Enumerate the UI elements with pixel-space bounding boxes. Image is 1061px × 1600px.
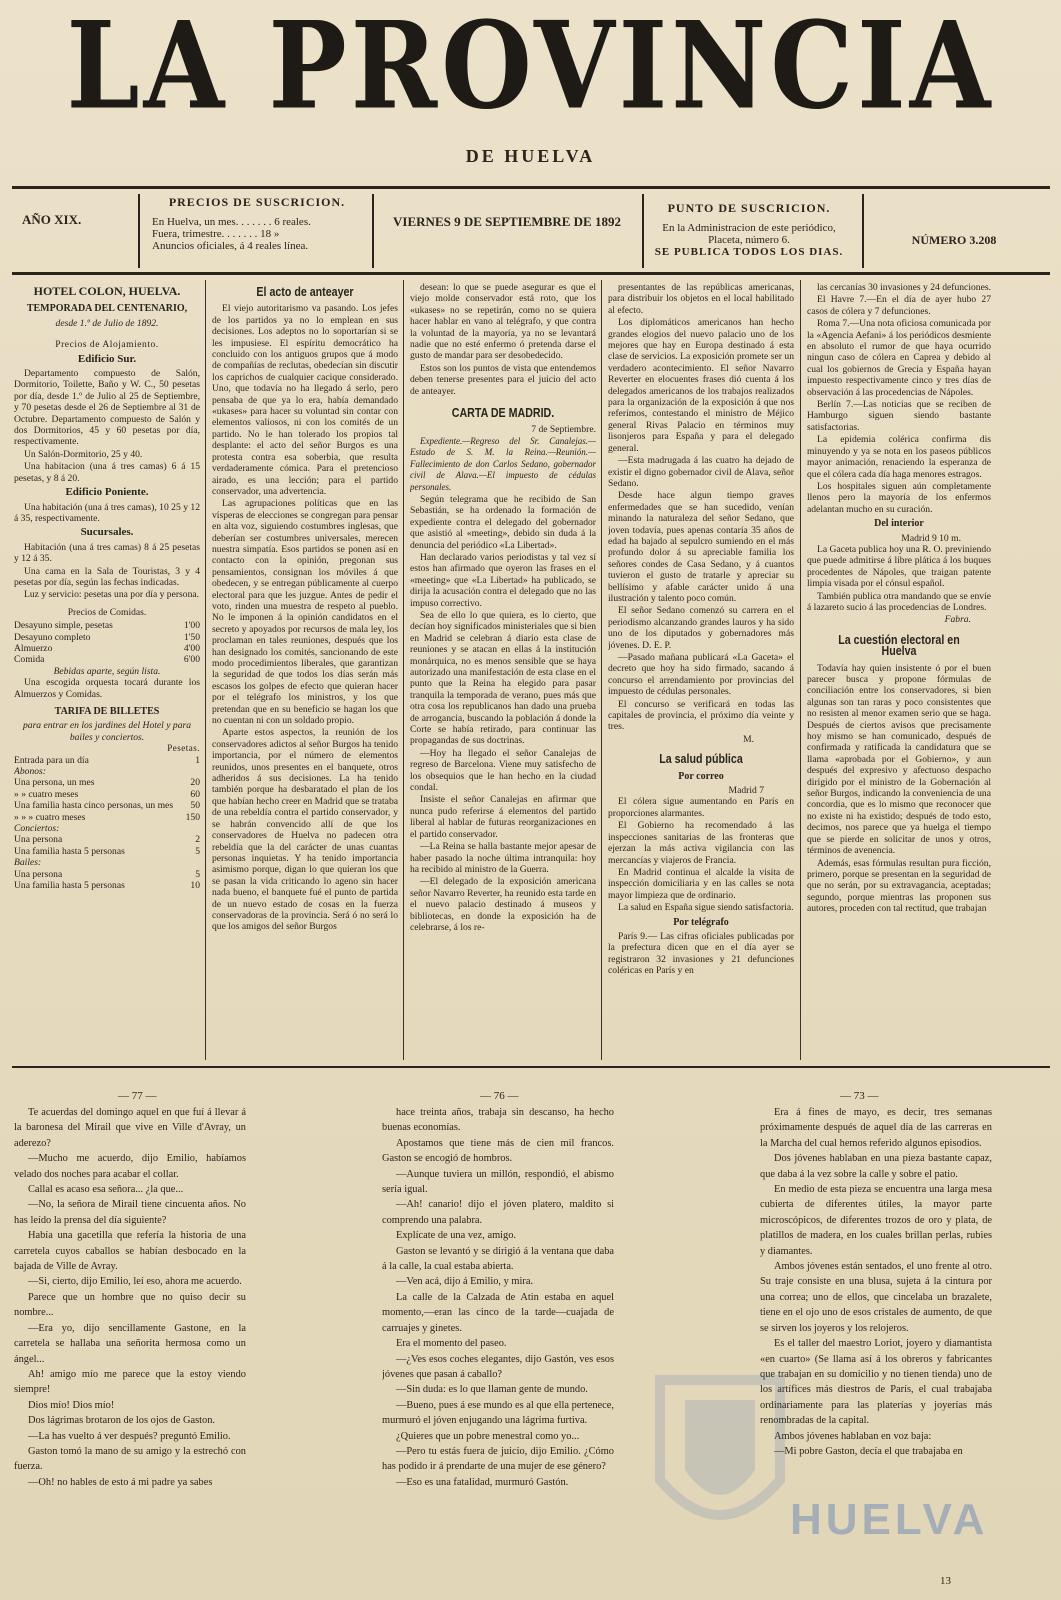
feuilleton-paragraph: —Ah! canario! dijo el jóven platero, maldito si comprendo una palabra. xyxy=(382,1199,614,1226)
article-headline: CARTA DE MADRID. xyxy=(451,405,555,421)
article-paragraph: —Pasado mañana publicará «La Gaceta» el decreto que hoy ha sido firmado, sacando á concurso el arrendamiento por provincias del impuesto de cédulas personales. xyxy=(608,652,794,698)
feuilleton-paragraph: —Era yo, dijo sencillamente Gastone, en la carretela se hallaba una señorita hermosa como un ángel... xyxy=(14,1322,246,1365)
prices-line-3: Anuncios oficiales, á 4 reales línea. xyxy=(152,240,309,252)
meal-name: Comida xyxy=(14,654,45,666)
feuilleton-paragraph: —Oh! no hables de esto á mi padre ya sabes xyxy=(28,1476,213,1488)
hotel-colon-ad xyxy=(14,282,200,1062)
feuilleton-paragraph: Dios mío! Dios mío! xyxy=(28,1399,115,1411)
prices-line-1: En Huelva, un mes. . . . . . . 6 reales. xyxy=(152,216,311,228)
article-paragraph: —La Reina se halla bastante mejor apesar de haber pasado la noche última intranquila: hoy ha recibido al ministro de la Guerra. xyxy=(410,841,596,875)
article-paragraph: Las agrupaciones políticas que en las vísperas de elecciones se congregan para pensar en alta voz, siguiendo costumbres inglesas, que deberían ser costumbres universales, merecen nuestra simpatía. Esos partidos se ponen así en contacto con la opinión, pregonan sus pensamientos, consignan los móviles á que obedecen, y se entregan públicamente al cuerpo electoral para que les juzgue. Antes de pedir el voto, rinden una muestra de respeto al pueblo. No le imponen á la opinión candidatos en el secreto y apoyados por recursos de mala ley, los proclaman en tales reuniones, después que los han designado los comités, sancionando de este modo procedimientos liberales, que garantizan la seguridad de que todos los días serán más escasos los golpes de efecto que quieran hacer por el telégrafo los ministros, y los que pretendan que en su beneficio se hagan los que no cuentan ni con un soldado propio. xyxy=(212,498,398,727)
tickets-table xyxy=(14,755,200,892)
feuilleton-paragraph: —Eso es una fatalidad, murmuró Gastón. xyxy=(396,1476,569,1488)
meal-row xyxy=(14,620,200,631)
hotel-title: HOTEL COLON, HUELVA. xyxy=(33,284,181,298)
ticket-name: Bailes: xyxy=(14,857,42,869)
article-paragraph: Estos son los puntos de vista que entendemos deben tenerse presentes para el juicio del acto de anteayer. xyxy=(410,362,596,397)
west-building-heading: Edificio Poniente. xyxy=(65,486,149,499)
ticket-row xyxy=(14,777,200,788)
meal-row xyxy=(14,632,200,643)
article-paragraph: La Gaceta publica hoy una R. O. previniendo que puede admitirse á libre plática á los buques procedentes de Nápoles, que traigan patente limpia visada por el cónsul español. xyxy=(807,543,991,590)
ticket-row xyxy=(14,800,200,811)
article-paragraph: Berlín 7.—Las noticias que se reciben de Hamburgo siguen siendo bastante satisfactorias. xyxy=(807,399,991,433)
ticket-name: » » cuatro meses xyxy=(14,788,79,800)
article-paragraph: Todavía hay quien insistente ó por el buen parecer busca y propone fórmulas de conciliación entre los conservadores, si bien algunas son tan raras y poco consistentes que no resisten al menor examen serio que se haga. Después de ciertos avisos que precisamente hoy mismo se han comunicado, después de confirmada y ratificada la candidatura que se llama «aprobada por el Gobierno», y aun después del expresivo y afectuoso despacho dirigido por el ministro de la Gobernación al señor Burgos, indicando la conveniencia de una concordia, que es lo mismo que reconocer que no existe ni ha existido; después de todo esto, decimos, nos parece que ya huelga el tiempo que se pierde en solicitar de unos y otros, términos de avenencia. xyxy=(807,662,991,857)
feuilleton-paragraph: Dos lágrimas brotaron de los ojos de Gaston. xyxy=(28,1415,216,1427)
ticket-price: 2 xyxy=(195,834,200,846)
info-bar xyxy=(12,190,1050,270)
meal-price: 1'00 xyxy=(183,620,200,632)
feuilleton-paragraph: Había una gacetilla que refería la historia de una carretela cuyos caballos se habían desbocado en la bajada de Ville de Avray. xyxy=(14,1230,246,1273)
article-paragraph: El Gobierno ha recomendado á las inspecciones sanitarias de las fronteras que ejerzan la más activa vigilancia con las mercancías y viajeros de Francia. xyxy=(608,820,794,866)
feuilleton-page-number: — 76 — xyxy=(480,1090,519,1102)
feuilleton-paragraph: Ambos jóvenes hablaban en voz baja: xyxy=(774,1430,932,1442)
feuilleton-paragraph: Era el momento del paseo. xyxy=(396,1338,507,1350)
ticket-name: Una persona xyxy=(14,834,63,846)
ticket-price: 150 xyxy=(185,811,200,823)
feuilleton-paragraph: —Sin duda: es lo que llaman gente de mundo. xyxy=(396,1384,588,1396)
section-label: Por telégrafo xyxy=(673,916,729,928)
article-paragraph: La epidemia colérica confirma dis minuyendo y ya se nota en los paseos públicos mayor animación, renaciendo la esperanza de que el cólera cada día haga menores estragos. xyxy=(807,434,991,480)
article-cuestion-electoral xyxy=(807,282,991,1062)
meals-heading: Precios de Comidas. xyxy=(67,606,147,618)
orchestra-note: Una escogida orquesta tocará durante los Almuerzos y Comidas. xyxy=(14,677,200,700)
tickets-subheading: para entrar en los jardines del Hotel y para bailes y conciertos. xyxy=(22,720,192,743)
ticket-price: 60 xyxy=(190,788,200,800)
feuilleton-paragraph: En medio de esta pieza se encuentra una larga mesa cubierta de diferentes útiles, la mayor parte microscópicos, de diferentes trozos de oro y plata, de platillos de madera, en los cuales brillan perlas, rubies y diamantes. xyxy=(760,1184,992,1257)
feuilleton-rule xyxy=(12,1066,1050,1068)
article-paragraph: las cercanías 30 invasiones y 24 defunciones. xyxy=(817,282,991,293)
article-paragraph: —Esta madrugada á las cuatro ha dejado de existir el digno gobernador civil de Alava, señor Sedano. xyxy=(608,455,794,489)
south-building-text-2: Un Salón-Dormitorio, 25 y 40. xyxy=(24,448,143,460)
article-signature: M. xyxy=(743,733,754,745)
masthead xyxy=(0,0,1061,137)
article-acto-anteayer xyxy=(212,282,398,1062)
feuilleton-paragraph: Gaston se levantó y se dirigió á la ventana que daba á la calle, la cual estaba abierta. xyxy=(382,1245,614,1273)
article-paragraph: El viejo autoritarismo va pasando. Los jefes de los partidos ya no lo emplean en sus decisiones. Los adeptos no lo soportarían si se les impusiese. El espíritu democrático ha concluido con los antiguos grupos que á modo de compañías de reclutas, obedecían sin discutir los caprichos de cualquier cacique considerado. Uno, que todavía no ha llegado á serlo, pero pensaba de que ya lo era, había demandado «ukases» para hacer su voluntad sin contar con elementos valiosos, ni con los comités de un partido. No le han tolerado los propios tal desplante: el acto del señor Burgos es una protesta contra esa soberbia, que resulta verdaderamente cómica. Para el pretencioso airado, es una lección; para el partido conservador, una advertencia. xyxy=(212,303,398,497)
ticket-row xyxy=(14,812,200,823)
infobar-divider xyxy=(862,194,864,268)
feuilleton-paragraph: Era á fines de mayo, es decir, tres semanas próximamente después de aquel día de las carreras en la Marcha del cual hemos referido algunos episodios. xyxy=(760,1107,992,1149)
branches-heading: Sucursales. xyxy=(80,526,134,539)
year-label: AÑO XIX. xyxy=(22,212,82,227)
column-rule xyxy=(800,280,801,1060)
feuilleton-paragraph: —Mucho me acuerdo, dijo Emilio, habíamos velado dos noches para acabar el collar. xyxy=(14,1153,246,1180)
article-dateline: Madrid 9 10 m. xyxy=(901,532,961,544)
feuilleton-page-number: — 77 — xyxy=(118,1090,157,1102)
article-paragraph: —El delegado de la exposición americana señor Navarro Reverter, ha reunido esta tarde en el nuevo palacio destinado á museos y bibliotecas, en donde la exposición ha de celebrarse, á los re- xyxy=(410,876,596,933)
article-paragraph: —Hoy ha llegado el señor Canalejas de regreso de Barcelona. Viene muy satisfecho de los obsequios que le han hecho en la ciudad condal. xyxy=(410,747,596,794)
hotel-since: desde 1.º de Julio de 1892. xyxy=(55,317,159,329)
infobar-divider xyxy=(372,194,374,268)
south-building-text: Departamento compuesto de Salón, Dormitorio, Toilette, Baño y W. C., 50 pesetas por día, desde 1.º de Julio al 25 de Septiembre, y 70 pesetas desde el 26 de Septiembre al 31 de Octubre. Departamento compuesto de Salón y dos Dormitorios, 45 y 60 pesetas por día, respectivamente. xyxy=(14,368,200,448)
article-paragraph: Aparte estos aspectos, la reunión de los conservadores adictos al señor Burgos ha tenido importancia, por el número de elementos reunidos, unos presentes en el banquete, otros adheridos á sus decisiones. La ha tenido también porque ha desbaratado el plan de los que habían hecho creer en Madrid que se trataba de una rebeldía contra el partido conservador, y se habrán convencido allí de que los conservadores de Huelva no padecen otra rebeldía que la del carácter de unas cuantas personas inquietas. Y ha tenido importancia asimismo porque, digan lo que quieran los que se pasan la vida criticando lo ageno sin hacer nada bueno, el banquete fué el punto de partida de un nuevo estado de cosas en la fuerza conservadoras de la provincia. Será ó no será lo que los amigos del señor Burgos xyxy=(212,727,398,933)
prices-line-2: Fuera, trimestre. . . . . . . 18 » xyxy=(152,228,280,240)
feuilleton-paragraph: La calle de la Calzada de Atin estaba en aquel momento,—eran las cinco de la tarde—cuajada de carruajes y ginetes. xyxy=(382,1291,614,1334)
branches-text-2: Una cama en la Sala de Touristas, 3 y 4 pesetas por día, según las fechas indicadas. xyxy=(14,565,200,588)
infobar-divider xyxy=(138,194,140,268)
article-headline: El acto de anteayer xyxy=(256,284,354,299)
newspaper-title: LA PROVINCIA xyxy=(66,0,995,137)
column-rule xyxy=(403,280,404,1060)
page-footnote-number: 13 xyxy=(940,1575,951,1587)
ticket-row xyxy=(14,755,200,766)
feuilleton-column-1 xyxy=(14,1105,246,1585)
article-paragraph: Han declarado varios periodistas y tal vez sí estos han afirmado que oyeron las frases en el «meeting» que «La Libertad» ha publicado, se dirija la acusación contra el delegado que no las impuso correctivo. xyxy=(410,551,596,609)
feuilleton-paragraph: —Si, cierto, dijo Emilio, leí eso, ahora me acuerdo. xyxy=(28,1276,242,1288)
meal-name: Almuerzo xyxy=(14,642,53,654)
feuilleton-paragraph: Gaston tomó la mano de su amigo y la estrechó con fuerza. xyxy=(14,1445,246,1473)
feuilleton-paragraph: hace treinta años, trabaja sin descanso, ha hecho buenas economías. xyxy=(382,1107,614,1134)
ticket-price xyxy=(185,823,200,834)
issue-date: VIERNES 9 DE SEPTIEMBRE DE 1892 xyxy=(393,214,621,229)
west-building-text: Una habitación (una á tres camas), 10 25 y 12 á 35, respectivamente. xyxy=(14,501,200,524)
infobar-divider xyxy=(642,194,644,268)
article-paragraph: desean: lo que se puede asegurar es que el viejo molde conservador está roto, que los «ukases» no se repetirán, como no se quiera hacer hablar en vano al telégrafo, y que contra la voluntad de la mayoría, ya no se levantará nadie que no esté enfermo ó pretenda darse el gusto de mandar para ser desobedecido. xyxy=(410,282,596,362)
feuilleton-paragraph: —Aunque tuviera un millón, respondió, el abismo sería igual. xyxy=(382,1168,614,1196)
branches-text: Habitación (una á tres camas) 8 á 25 pesetas y 12 á 35. xyxy=(14,541,200,565)
feuilleton-paragraph: ¿Quieres que un pobre menestral como yo... xyxy=(396,1430,580,1442)
article-paragraph: presentantes de las repúblicas americanas, para distribuir los objetos en el local habilitado al efecto. xyxy=(608,282,794,316)
south-building-heading: Edificio Sur. xyxy=(77,352,137,365)
section-label: Del interior xyxy=(874,518,924,530)
article-paragraph: Además, esas fórmulas resultan pura ficción, primero, porque se presentan en la seguridad de que no serán, por su extravagancia, aceptadas; segundo, porque mientras las proponen sus autores, proceden con tal rectitud, que trabajan xyxy=(807,857,991,915)
article-paragraph: La salud en España sigue siendo satisfactoria. xyxy=(618,902,794,914)
feuilleton-page-number: — 73 — xyxy=(840,1090,879,1102)
article-paragraph: Sea de ello lo que quiera, es lo cierto, que decían hoy significados ministeriales que si bien en Madrid se celebran á diario esta clase de reuniones y se atacan en ellas á la institución monárquica, no es menos sensible que se haya autorizado una manifestación de esta clase en el punto que la Reina ha elegido para pasar tranquila la temporada de verano, pues más que otra cosa los republicanos han dado una prueba de arrogancia, buscando la población á donde la Corte se había retirado, para continuar las propagandas de sus doctrinas. xyxy=(410,609,596,747)
article-paragraph: Roma 7.—Una nota oficiosa comunicada por la «Agencia Aefani» á los periódicos desmiente en absoluto el rumor de que haya ocurrido ningun caso de cólera en Caprea y debido al cual los gobiernos de Grecia y España hayan impuesto respectivamente cinco y tres días de observación á las procedencias de Nápoles. xyxy=(807,318,991,398)
feuilleton-paragraph: Callal es acaso esa señora... ¿la que... xyxy=(28,1184,184,1196)
subscription-prices xyxy=(152,190,362,270)
newspaper-subtitle: DE HUELVA xyxy=(465,146,596,166)
feuilleton-paragraph: —Ven acá, dijo á Emilio, y mira. xyxy=(396,1276,534,1288)
article-paragraph: El cólera sigue aumentando en París en proporciones alarmantes. xyxy=(608,796,794,819)
tickets-heading: TARIFA DE BILLETES xyxy=(54,706,160,717)
ticket-row xyxy=(14,857,200,868)
meal-name: Desayuno simple, pesetas xyxy=(14,620,113,632)
feuilleton-paragraph: —La has vuelto á ver después? preguntó Emilio. xyxy=(28,1430,231,1442)
ticket-price: 5 xyxy=(195,868,200,880)
ticket-row xyxy=(14,834,200,845)
feuilleton-paragraph: —Mi pobre Gaston, decía el que trabajaba en xyxy=(774,1445,963,1457)
article-paragraph: Los diplomáticos americanos han hecho grandes elogios del nuevo palacio uno de los mejores que hay en Europa destinado á esta clase de servicios. La exposición promete ser un verdadero acontecimiento. El señor Navarro Reverter en elocuentes frases dió cuenta á los delegados americanos de los trabajos realizados para la organización de la exposición á que nos referimos, contestando el ministro de Méjico general Rivas Palacio en términos muy lisonjeros para España y para el delegado general. xyxy=(608,317,794,454)
article-paragraph: También publica otra mandando que se envíe á lazareto sucio á las procedencias de Londres. xyxy=(807,590,991,613)
meal-price: 6'00 xyxy=(183,654,200,666)
article-headline: La cuestión electoral en Huelva xyxy=(838,631,960,659)
ticket-name: » » » cuatro meses xyxy=(14,811,86,823)
article-carta-madrid xyxy=(410,282,596,1062)
feuilleton-paragraph: Apostamos que tiene más de cien mil francos. Gaston se encogió de hombros. xyxy=(382,1137,614,1165)
meal-price: 4'00 xyxy=(183,642,200,654)
meal-price: 1'50 xyxy=(183,631,200,643)
meals-table xyxy=(14,620,200,666)
meal-row xyxy=(14,643,200,654)
hotel-season: TEMPORADA DEL CENTENARIO, xyxy=(26,303,188,315)
article-salud-publica xyxy=(608,282,794,1062)
ticket-row xyxy=(14,869,200,880)
tickets-column-label: Pesetas. xyxy=(167,743,200,754)
ticket-price xyxy=(185,766,200,777)
ticket-row xyxy=(14,846,200,857)
drinks-note: Bebidas aparte, según lista. xyxy=(53,665,161,677)
ticket-name: Entrada para un día xyxy=(14,754,89,766)
feuilleton-paragraph: Ah! amigo mío me parece que la estoy viendo siempre! xyxy=(14,1368,246,1396)
prices-heading: PRECIOS DE SUSCRICION. xyxy=(168,195,346,209)
feuilleton-paragraph: Dos jóvenes hablaban en una pieza bastante capaz, que daba á la vez sobre la calle y sobre el patio. xyxy=(760,1153,992,1180)
ticket-name: Una familia hasta 5 personas xyxy=(14,845,125,857)
article-paragraph: El señor Sedano comenzó su carrera en el periodismo alcanzando grandes lauros y ha sido uno de los diputados y gobernadores más jóvenes. D. E. P. xyxy=(608,605,794,651)
article-paragraph: Insiste el señor Canalejas en afirmar que nunca pudo referirse á elementos del partido liberal al hablar de futuras reorganizaciones en el partido conservador. xyxy=(410,794,596,840)
ticket-price xyxy=(185,857,200,868)
ticket-name: Abonos: xyxy=(14,766,46,778)
feuilleton-paragraph: Parece que un hombre que no quiso decir su nombre... xyxy=(14,1291,246,1319)
lodging-heading: Precios de Alojamiento. xyxy=(55,339,159,351)
branches-text-3: Luz y servicio: pesetas una por día y persona. xyxy=(24,589,200,601)
point-line-3: SE PUBLICA TODOS LOS DIAS. xyxy=(654,246,844,258)
ticket-price: 5 xyxy=(195,845,200,857)
ticket-row xyxy=(14,766,200,777)
article-headline: La salud pública xyxy=(659,751,743,767)
article-paragraph: El concurso se verificará en todas las capitales de provincia, el próximo día veinte y tres. xyxy=(608,698,794,733)
feuilleton-paragraph: Explícate de una vez, amigo. xyxy=(396,1230,517,1242)
ticket-name: Una persona, un mes xyxy=(14,777,95,789)
feuilleton-paragraph: —Bueno, pues á ese mundo es al que ella pertenece, murmuró el jóven enjugando una lágrima furtiva. xyxy=(382,1399,614,1427)
feuilleton-paragraph: Te acuerdas del domingo aquel en que fuí á llevar á la baronesa del Mirail que vive en Ville d'Avray, un aderezo? xyxy=(14,1107,246,1149)
article-dateline: 7 de Septiembre. xyxy=(531,424,596,436)
article-signature: Fabra. xyxy=(944,614,971,626)
subscription-point xyxy=(644,190,854,270)
ticket-name: Una persona xyxy=(14,868,63,880)
point-heading: PUNTO DE SUSCRICION. xyxy=(667,201,831,215)
feuilleton-paragraph: Ambos jóvenes están sentados, el uno frente al otro. Su traje consiste en una blusa, sujeta á la cintura por una correa; uno de ellos, que cincelaba un brazalete, tiene en el ojo uno de esos cristales de aumento, de que se sirven los joyeros y los relojeros. xyxy=(760,1261,992,1334)
watermark-text: HUELVA xyxy=(790,1495,989,1544)
feuilleton-column-2 xyxy=(382,1105,614,1585)
top-rule xyxy=(12,186,1050,189)
article-paragraph: Según telegrama que he recibido de San Sebastián, se ha ordenado la formación de expediente contra el delegado del gobernador que asistió al «meeting», debido sin duda á la denuncia del periódico «La Libertad». xyxy=(410,493,596,551)
point-line-2: Placeta, número 6. xyxy=(708,234,790,246)
article-paragraph: El Havre 7.—En el día de ayer hubo 27 casos de cólera y 7 defunciones. xyxy=(807,294,991,317)
feuilleton-paragraph: Es el taller del maestro Loriot, joyero y diamantista «en cuarto» (Se llama así á los obreros y fabricantes que trabajan en su domicilio y no tienen tienda) uno de los artífices más diestros de París, el cual trabajaba ordinariamente para las platerías y joyerías más renombradas de la capital. xyxy=(760,1338,992,1427)
ticket-row xyxy=(14,823,200,834)
article-paragraph: En Madrid continua el alcalde la visita de inspección domiciliaria y en las calles se nota mayor limpieza que de ordinario. xyxy=(608,866,794,901)
ticket-name: Una familia hasta cinco personas, un mes xyxy=(14,800,174,812)
ticket-price: 1 xyxy=(195,754,200,766)
point-line-1: En la Administracion de este periódico, xyxy=(662,222,836,234)
ticket-price: 10 xyxy=(190,880,200,892)
article-paragraph: Desde hace algun tiempo graves enfermedades que se han sucedido, venían minando la naturaleza del señor Sedano, que joven todavía, pues apenas contaría 35 años de edad ha bajado al sepulcro sumiendo en el más profundo dolor á su apreciable familia los señores condes de Casa Sedano, y á cuantos tuvieron el gusto de tratarle y apreciar su bellísimo y afable carácter unido á una ilustración y talento poco común. xyxy=(608,490,794,604)
meal-name: Desayuno completo xyxy=(14,631,91,643)
meal-row xyxy=(14,654,200,665)
article-summary: Expediente.—Regreso del Sr. Canalejas.—Estado de S. M. la Reina.—Reunión.—Fallecimiento de don Carlos Sedano, gobernador civil de Alava.—El impuesto de cédulas personales. xyxy=(410,435,596,492)
ticket-price: 20 xyxy=(190,777,200,789)
ticket-price: 50 xyxy=(190,800,200,812)
column-rule xyxy=(205,280,206,1060)
ticket-name: Una familia hasta 5 personas xyxy=(14,880,125,892)
feuilleton-paragraph: —No, la señora de Mirail tiene cincuenta años. No has leído la prensa del día siguiente? xyxy=(14,1199,246,1226)
ticket-name: Conciertos: xyxy=(14,823,60,835)
article-paragraph: París 9.— Las cifras oficiales publicadas por la prefectura dicen que en el día ayer se registraron 32 invasiones y 21 defunciones coléricas en París y en xyxy=(608,930,794,977)
column-rule xyxy=(601,280,602,1060)
south-building-text-3: Una habitacion (una á tres camas) 6 á 15 pesetas, y 8 á 20. xyxy=(14,461,200,484)
ticket-row xyxy=(14,880,200,891)
feuilleton-paragraph: —¿Ves esos coches elegantes, dijo Gastón, ves esos jóvenes que pasan á caballo? xyxy=(382,1353,614,1380)
article-paragraph: Los hospitales siguen aún completamente llenos pero la mayoría de los enfermos adelantan mucho en su curación. xyxy=(807,480,991,515)
section-label: Por correo xyxy=(678,770,724,782)
ticket-row xyxy=(14,789,200,800)
article-dateline: Madrid 7 xyxy=(728,785,764,797)
issue-number: NÚMERO 3.208 xyxy=(911,233,997,247)
feuilleton-paragraph: —Pero tu estás fuera de juicio, dijo Emilio. ¿Cómo has podido ir á prendarte de una mujer de ese género? xyxy=(382,1445,614,1473)
